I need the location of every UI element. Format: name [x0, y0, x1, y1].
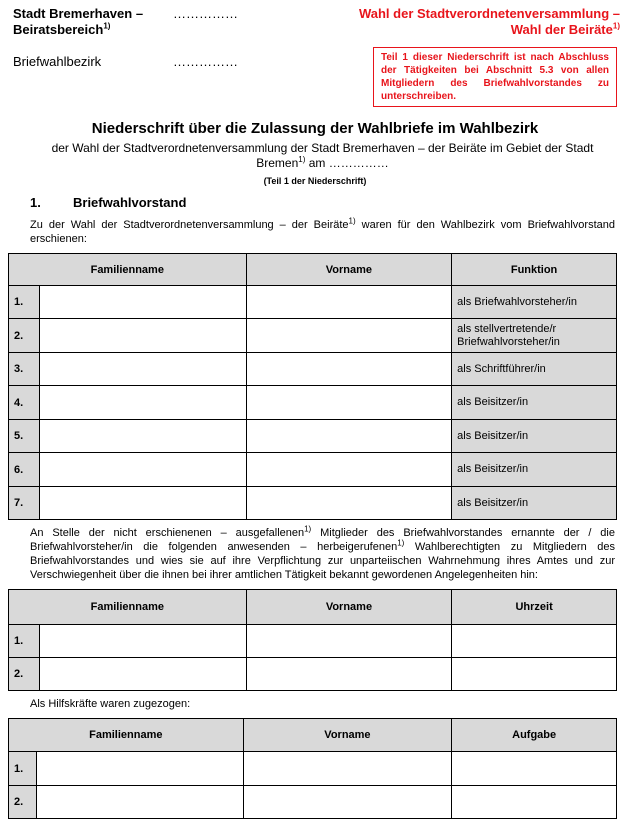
- col-header-familienname: Familienname: [9, 719, 244, 752]
- surname-field[interactable]: [39, 286, 246, 319]
- para-text-b: Mitglieder des Briefwahlvorstandes ernannte der / die Briefwahlvorsteher/in die folgenden anwesenden – herbeigerufenen: [30, 527, 615, 553]
- task-field[interactable]: [452, 752, 617, 786]
- city-name: Stadt Bremerhaven –: [13, 6, 144, 21]
- col-header-uhrzeit: Uhrzeit: [452, 590, 617, 625]
- row-number: 1.: [9, 752, 37, 786]
- row-number: 2.: [9, 786, 37, 819]
- subtitle-line-1: der Wahl der Stadtverordnetenversammlung der Stadt Bremerhaven – der Beiräte im Gebiet der Stadt: [51, 141, 594, 155]
- election-line-2: [359, 22, 620, 38]
- table-row: [9, 286, 617, 319]
- surname-field[interactable]: [39, 453, 246, 487]
- table-header-row: [9, 590, 617, 625]
- surname-field[interactable]: [36, 786, 243, 819]
- firstname-field[interactable]: [246, 319, 452, 353]
- election-line-2-text: Wahl der Beiräte: [510, 22, 613, 37]
- function-cell: als stellvertretende/r Briefwahlvorsteher/in: [452, 319, 617, 353]
- firstname-field[interactable]: [246, 286, 452, 319]
- function-cell: als Schriftführer/in: [452, 353, 617, 386]
- footnote-mark: 1): [397, 538, 405, 548]
- document-subtitle: [30, 141, 615, 171]
- postal-district-label: Briefwahlbezirk: [13, 54, 102, 69]
- function-cell: als Beisitzer/in: [452, 487, 617, 520]
- table-row: [9, 625, 617, 658]
- row-number: 6.: [9, 453, 40, 487]
- city-header: [13, 6, 238, 38]
- col-header-familienname: Familienname: [9, 254, 247, 286]
- table-row: [9, 752, 617, 786]
- surname-field[interactable]: [39, 386, 246, 420]
- intro-text-a: Zu der Wahl der Stadtverordnetenversammlung – der Beiräte: [30, 219, 349, 231]
- table-row: [9, 386, 617, 420]
- helpers-table: [8, 718, 617, 819]
- table-row: [9, 786, 617, 819]
- subtitle-city: Bremen: [256, 156, 299, 170]
- row-number: 3.: [9, 353, 40, 386]
- function-cell: als Briefwahlvorsteher/in: [452, 286, 617, 319]
- table-row: [9, 658, 617, 691]
- table-row: [9, 420, 617, 453]
- col-header-vorname: Vorname: [243, 719, 452, 752]
- intro-text-b: waren für den Wahlbezirk vom Briefwahlvorstand erschienen:: [30, 219, 615, 245]
- function-cell: als Beisitzer/in: [452, 420, 617, 453]
- task-field[interactable]: [452, 786, 617, 819]
- section-heading: Briefwahlvorstand: [73, 195, 187, 210]
- col-header-vorname: Vorname: [246, 590, 452, 625]
- time-field[interactable]: [452, 625, 617, 658]
- surname-field[interactable]: [39, 353, 246, 386]
- para-text-a: An Stelle der nicht erschienenen – ausgefallenen: [30, 527, 305, 539]
- table-header-row: [9, 719, 617, 752]
- row-number: 2.: [9, 658, 40, 691]
- footnote-mark: 1): [612, 21, 620, 31]
- firstname-field[interactable]: [246, 625, 452, 658]
- firstname-field[interactable]: [243, 786, 452, 819]
- replacement-paragraph: [30, 526, 615, 582]
- helpers-label: Als Hilfskräfte waren zugezogen:: [30, 698, 191, 710]
- row-number: 7.: [9, 487, 40, 520]
- replacement-members-table: [8, 589, 617, 691]
- time-field[interactable]: [452, 658, 617, 691]
- function-cell: als Beisitzer/in: [452, 386, 617, 420]
- table-row: [9, 353, 617, 386]
- footnote-mark: 1): [304, 524, 312, 534]
- section-number: 1.: [30, 195, 41, 210]
- election-title: [359, 6, 620, 38]
- firstname-field[interactable]: [246, 487, 452, 520]
- table-row: [9, 453, 617, 487]
- subtitle-date-blank: am ……………: [305, 156, 389, 170]
- signature-notice: Teil 1 dieser Niederschrift ist nach Abschluss der Tätigkeiten bei Abschnitt 5.3 von allen Mitgliedern des Briefwahlvorstandes zu unterschreiben.: [373, 47, 617, 107]
- row-number: 4.: [9, 386, 40, 420]
- firstname-field[interactable]: [246, 453, 452, 487]
- table-row: [9, 487, 617, 520]
- surname-field[interactable]: [39, 658, 246, 691]
- firstname-field[interactable]: [246, 420, 452, 453]
- postal-district-line: [13, 54, 238, 69]
- firstname-field[interactable]: [246, 386, 452, 420]
- col-header-vorname: Vorname: [246, 254, 452, 286]
- col-header-funktion: Funktion: [452, 254, 617, 286]
- footnote-mark: 1): [298, 155, 306, 164]
- row-number: 1.: [9, 625, 40, 658]
- postal-district-blank: ……………: [173, 54, 238, 69]
- surname-field[interactable]: [36, 752, 243, 786]
- election-line-1: Wahl der Stadtverordnetenversammlung –: [358, 6, 620, 21]
- district-blank: ……………: [173, 6, 238, 21]
- surname-field[interactable]: [39, 625, 246, 658]
- district-label: Beiratsbereich: [13, 22, 104, 37]
- subtitle-line-2: [30, 156, 615, 171]
- row-number: 2.: [9, 319, 40, 353]
- footnote-mark: 1): [348, 216, 356, 226]
- section-intro: [30, 218, 615, 246]
- table-header-row: [9, 254, 617, 286]
- surname-field[interactable]: [39, 487, 246, 520]
- firstname-field[interactable]: [246, 353, 452, 386]
- footnote-mark: 1): [103, 21, 111, 31]
- para-text-c: Wahlberechtigten zu Mitgliedern des Briefwahlvorstandes und wies sie auf ihre Verpflichtung zur unparteiischen Wahrnehmung ihres Amtes und zur Verschwiegenheit über die ihnen bei ihrer amtlichen Tätigkeit bekannt gewordenen Angelegenheiten hin:: [30, 541, 615, 581]
- function-cell: als Beisitzer/in: [452, 453, 617, 487]
- table-row: [9, 319, 617, 353]
- row-number: 5.: [9, 420, 40, 453]
- surname-field[interactable]: [39, 420, 246, 453]
- board-members-table: [8, 253, 617, 520]
- col-header-aufgabe: Aufgabe: [452, 719, 617, 752]
- row-number: 1.: [9, 286, 40, 319]
- col-header-familienname: Familienname: [9, 590, 247, 625]
- part-label: (Teil 1 der Niederschrift): [263, 176, 367, 186]
- firstname-field[interactable]: [243, 752, 452, 786]
- document-title: Niederschrift über die Zulassung der Wahlbriefe im Wahlbezirk: [91, 120, 539, 137]
- surname-field[interactable]: [39, 319, 246, 353]
- firstname-field[interactable]: [246, 658, 452, 691]
